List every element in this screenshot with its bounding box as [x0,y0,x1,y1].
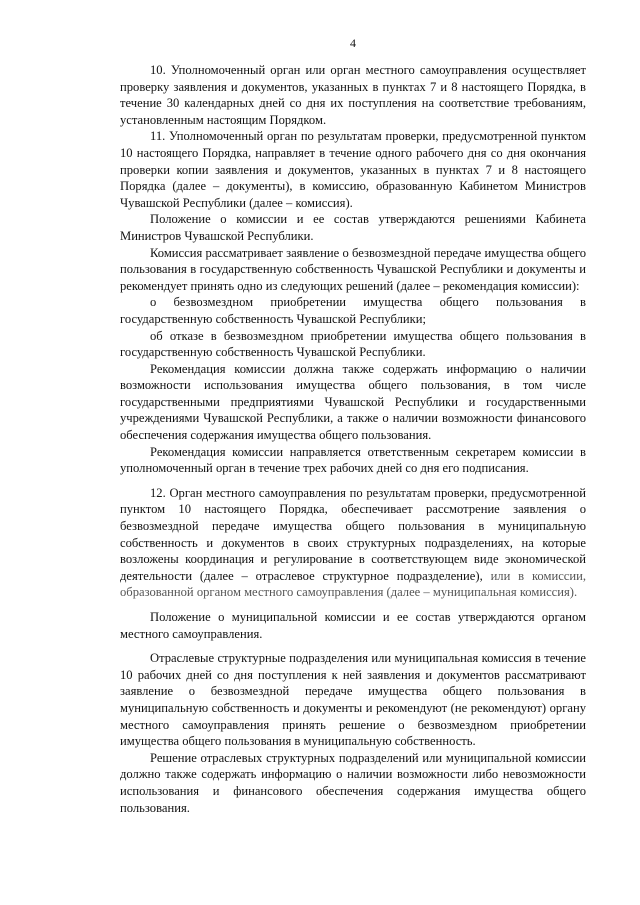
page-number: 4 [350,36,356,50]
paragraph-text: 10. Уполномоченный орган или орган местного самоуправления осуществляет проверку заявления и документов, указанных в пунктах 7 и 8 настоящего Порядка, в течение 30 календарных дней со дня их поступления на соответствие требованиям, установленным настоящим Порядком. [120,63,586,127]
paragraph-text: Рекомендация комиссии направляется ответственным секретарем комиссии в уполномоченный орган в течение трех рабочих дней со дня его подписания. [120,444,586,476]
paragraph [120,328,586,361]
paragraph-text-faded: или в комиссии, образованной органом местного самоуправления (далее – муниципальная комиссия). [120,568,586,600]
paragraph [120,361,586,444]
paragraph-text: Комиссия рассматривает заявление о безвозмездной передаче имущества общего пользования в государственную собственность Чувашской Республики и документы и рекомендует принять одно из следующих решений (далее – рекомендация комиссии): [120,245,586,293]
paragraph-spacer [120,601,586,609]
paragraph [120,294,586,327]
paragraph-text: Рекомендация комиссии должна также содержать информацию о наличии возможности использования имущества общего пользования, в том числе государственными предприятиями Чувашской Республики и государственными учреждениями Чувашской Республики, а также о наличии возможности финансового обеспечения содержания имущества общего пользования. [120,361,586,443]
paragraph [120,609,586,642]
paragraph [120,750,586,816]
paragraph-spacer [120,642,586,650]
paragraph [120,650,586,750]
paragraph [120,211,586,244]
paragraph [120,485,586,601]
paragraph-text: Положение о комиссии и ее состав утверждаются решениями Кабинета Министров Чувашской Республики. [120,212,586,243]
paragraph-text: 11. Уполномоченный орган по результатам проверки, предусмотренной пунктом 10 настоящего Порядка, направляет в течение одного рабочего дня со дня окончания проверки копии заявления и документов, указанных в пунктах 7 и 8 настоящего Порядка (далее – документы), в комиссию, образованную Кабинетом Министров Чувашской Республики (далее – комиссия). [120,129,586,210]
paragraph-spacer [120,477,586,485]
document-body [120,62,586,816]
paragraph-text: о безвозмездном приобретении имущества общего пользования в государственную собственность Чувашской Республики; [120,295,586,326]
paragraph [120,62,586,128]
paragraph-text: Отраслевые структурные подразделения или муниципальная комиссия в течение 10 рабочих дней со дня поступления к ней заявления и документов рассматривают заявление о безвозмездной передаче имущества общего пользования в муниципальную собственность и документы и рекомендуют (не рекомендуют) органу местного самоуправления принять решение о безвозмездном приобретении имущества общего пользования в муниципальную собственность. [120,651,586,749]
paragraph [120,444,586,477]
paragraph-text: Положение о муниципальной комиссии и ее состав утверждаются органом местного самоуправления. [120,610,586,641]
paragraph-text: Решение отраслевых структурных подразделений или муниципальной комиссии должно также содержать информацию о наличии возможности либо невозможности использования и финансового обеспечения содержания имущества общего пользования. [120,750,586,815]
paragraph-text: 12. Орган местного самоуправления по результатам проверки, предусмотренной пунктом 10 настоящего Порядка, обеспечивает рассмотрение заявления о безвозмездной передаче имущества общего пользования в муниципальную собственность и документов в своих структурных подразделениях, на которые возложены координация и регулирование в соответствующем виде экономической деятельности (далее – отраслевое структурное подразделение), [120,485,586,583]
paragraph [120,245,586,295]
paragraph-text: об отказе в безвозмездном приобретении имущества общего пользования в государственную собственность Чувашской Республики. [120,328,586,360]
paragraph [120,128,586,211]
